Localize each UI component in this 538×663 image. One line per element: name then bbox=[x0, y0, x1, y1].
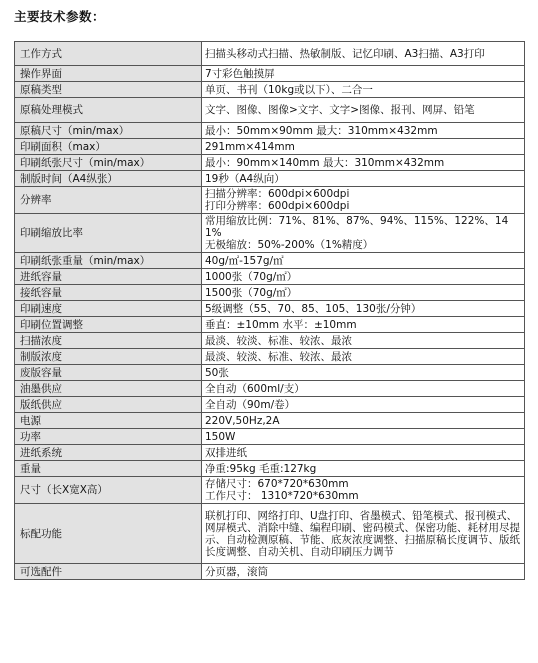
spec-row bbox=[15, 413, 525, 429]
spec-label: 操作界面 bbox=[15, 66, 202, 82]
spec-row bbox=[15, 42, 525, 66]
spec-value-line: 存储尺寸：670*720*630mm bbox=[205, 478, 349, 490]
spec-label: 分辨率 bbox=[15, 187, 202, 214]
spec-value bbox=[202, 285, 525, 301]
spec-value-line: 联机打印、网络打印、U盘打印、省墨模式、铅笔模式、报刊模式、网屏模式、消除中缝、编程印刷、密码模式、保密功能、耗材用尽提示、自动检测原稿、节能、底灰浓度调整、扫描原稿长度调节、版纸长度调整、自动关机、自动印刷压力调节 bbox=[205, 509, 520, 558]
spec-row bbox=[15, 187, 525, 214]
spec-label: 进纸容量 bbox=[15, 269, 202, 285]
spec-value-line: 最小：50mm×90mm 最大：310mm×432mm bbox=[205, 124, 438, 137]
spec-value bbox=[202, 253, 525, 269]
spec-value-line: 最小：90mm×140mm 最大：310mm×432mm bbox=[205, 156, 445, 169]
spec-row bbox=[15, 477, 525, 504]
spec-value-line: 扫描分辨率：600dpi×600dpi bbox=[205, 188, 350, 200]
spec-value bbox=[202, 477, 525, 504]
spec-value-line: 全自动（90m/卷） bbox=[205, 398, 296, 411]
spec-row bbox=[15, 564, 525, 580]
spec-row bbox=[15, 285, 525, 301]
spec-value bbox=[202, 269, 525, 285]
spec-label: 工作方式 bbox=[15, 42, 202, 66]
spec-value-line: 220V,50Hz,2A bbox=[205, 414, 280, 427]
spec-label: 印刷速度 bbox=[15, 301, 202, 317]
spec-value-line: 扫描头移动式扫描、热敏制版、记忆印刷、A3扫描、A3打印 bbox=[205, 47, 485, 60]
spec-label: 制版浓度 bbox=[15, 349, 202, 365]
spec-label: 废版容量 bbox=[15, 365, 202, 381]
spec-value bbox=[202, 317, 525, 333]
spec-value bbox=[202, 66, 525, 82]
spec-row bbox=[15, 445, 525, 461]
spec-value bbox=[202, 564, 525, 580]
spec-value-line: 文字、图像、图像>文字、文字>图像、报刊、网屏、铅笔 bbox=[205, 104, 475, 116]
spec-value bbox=[202, 187, 525, 214]
spec-row bbox=[15, 365, 525, 381]
spec-value bbox=[202, 365, 525, 381]
spec-label: 制版时间（A4纵张） bbox=[15, 171, 202, 187]
spec-table bbox=[14, 41, 525, 580]
spec-value bbox=[202, 82, 525, 98]
spec-row bbox=[15, 301, 525, 317]
spec-value bbox=[202, 123, 525, 139]
spec-row bbox=[15, 139, 525, 155]
spec-row bbox=[15, 171, 525, 187]
spec-value bbox=[202, 98, 525, 123]
spec-value-line: 全自动（600ml/支） bbox=[205, 382, 305, 395]
spec-value bbox=[202, 139, 525, 155]
spec-label: 功率 bbox=[15, 429, 202, 445]
spec-label: 印刷纸张重量（min/max） bbox=[15, 253, 202, 269]
spec-label: 版纸供应 bbox=[15, 397, 202, 413]
spec-value bbox=[202, 381, 525, 397]
spec-value bbox=[202, 349, 525, 365]
spec-value bbox=[202, 413, 525, 429]
spec-label: 重量 bbox=[15, 461, 202, 477]
spec-value bbox=[202, 301, 525, 317]
spec-value-line: 无极缩放：50%-200%（1%精度） bbox=[205, 239, 374, 251]
spec-label: 印刷面积（max） bbox=[15, 139, 202, 155]
spec-row bbox=[15, 66, 525, 82]
spec-label: 标配功能 bbox=[15, 504, 202, 564]
spec-value-line: 1000张（70g/㎡） bbox=[205, 270, 298, 283]
spec-label: 油墨供应 bbox=[15, 381, 202, 397]
spec-row bbox=[15, 504, 525, 564]
spec-value-line: 1500张（70g/㎡） bbox=[205, 286, 298, 299]
spec-value-line: 最淡、较淡、标准、较浓、最浓 bbox=[205, 350, 352, 363]
spec-value-line: 19秒（A4纵向） bbox=[205, 172, 285, 185]
spec-row bbox=[15, 82, 525, 98]
spec-row bbox=[15, 317, 525, 333]
spec-value bbox=[202, 214, 525, 253]
spec-row bbox=[15, 98, 525, 123]
spec-label: 接纸容量 bbox=[15, 285, 202, 301]
spec-value bbox=[202, 333, 525, 349]
spec-label: 印刷位置调整 bbox=[15, 317, 202, 333]
spec-label: 扫描浓度 bbox=[15, 333, 202, 349]
spec-row bbox=[15, 214, 525, 253]
spec-value bbox=[202, 155, 525, 171]
spec-row bbox=[15, 123, 525, 139]
spec-row bbox=[15, 155, 525, 171]
spec-row bbox=[15, 461, 525, 477]
spec-row bbox=[15, 429, 525, 445]
spec-value bbox=[202, 42, 525, 66]
spec-label: 尺寸（长X宽X高） bbox=[15, 477, 202, 504]
spec-value bbox=[202, 171, 525, 187]
spec-value bbox=[202, 461, 525, 477]
spec-value-line: 最淡、较淡、标准、较浓、最浓 bbox=[205, 334, 352, 347]
spec-value-line: 150W bbox=[205, 430, 236, 443]
spec-label: 电源 bbox=[15, 413, 202, 429]
spec-label: 印刷纸张尺寸（min/max） bbox=[15, 155, 202, 171]
spec-value bbox=[202, 504, 525, 564]
spec-value-line: 打印分辨率：600dpi×600dpi bbox=[205, 200, 350, 212]
spec-value-line: 垂直：±10mm 水平：±10mm bbox=[205, 318, 357, 331]
spec-label: 原稿处理模式 bbox=[15, 98, 202, 123]
spec-label: 印刷缩放比率 bbox=[15, 214, 202, 253]
spec-label: 原稿尺寸（min/max） bbox=[15, 123, 202, 139]
spec-value bbox=[202, 397, 525, 413]
spec-value-line: 分页器，滚筒 bbox=[205, 565, 268, 578]
spec-value bbox=[202, 429, 525, 445]
spec-label: 原稿类型 bbox=[15, 82, 202, 98]
spec-value-line: 291mm×414mm bbox=[205, 140, 295, 153]
spec-value-line: 7寸彩色触摸屏 bbox=[205, 67, 275, 80]
spec-value-line: 单页、书刊（10kg或以下）、二合一 bbox=[205, 83, 373, 96]
spec-value-line: 净重:95kg 毛重:127kg bbox=[205, 462, 317, 475]
spec-value-line: 双排进纸 bbox=[205, 446, 247, 459]
spec-value bbox=[202, 445, 525, 461]
spec-value-line: 工作尺寸： 1310*720*630mm bbox=[205, 490, 359, 502]
spec-table-body bbox=[15, 42, 525, 580]
spec-value-line: 5级调整（55、70、85、105、130张/分钟） bbox=[205, 302, 422, 315]
spec-row bbox=[15, 397, 525, 413]
spec-row bbox=[15, 349, 525, 365]
spec-row bbox=[15, 381, 525, 397]
spec-row bbox=[15, 269, 525, 285]
spec-value-line: 50张 bbox=[205, 366, 229, 379]
spec-row bbox=[15, 333, 525, 349]
spec-title: 主要技术参数： bbox=[14, 9, 106, 24]
spec-value-line: 常用缩放比例：71%、81%、87%、94%、115%、122%、141% bbox=[205, 215, 509, 239]
spec-value-line: 40g/㎡-157g/㎡ bbox=[205, 254, 284, 267]
spec-label: 可选配件 bbox=[15, 564, 202, 580]
spec-label: 进纸系统 bbox=[15, 445, 202, 461]
spec-row bbox=[15, 253, 525, 269]
